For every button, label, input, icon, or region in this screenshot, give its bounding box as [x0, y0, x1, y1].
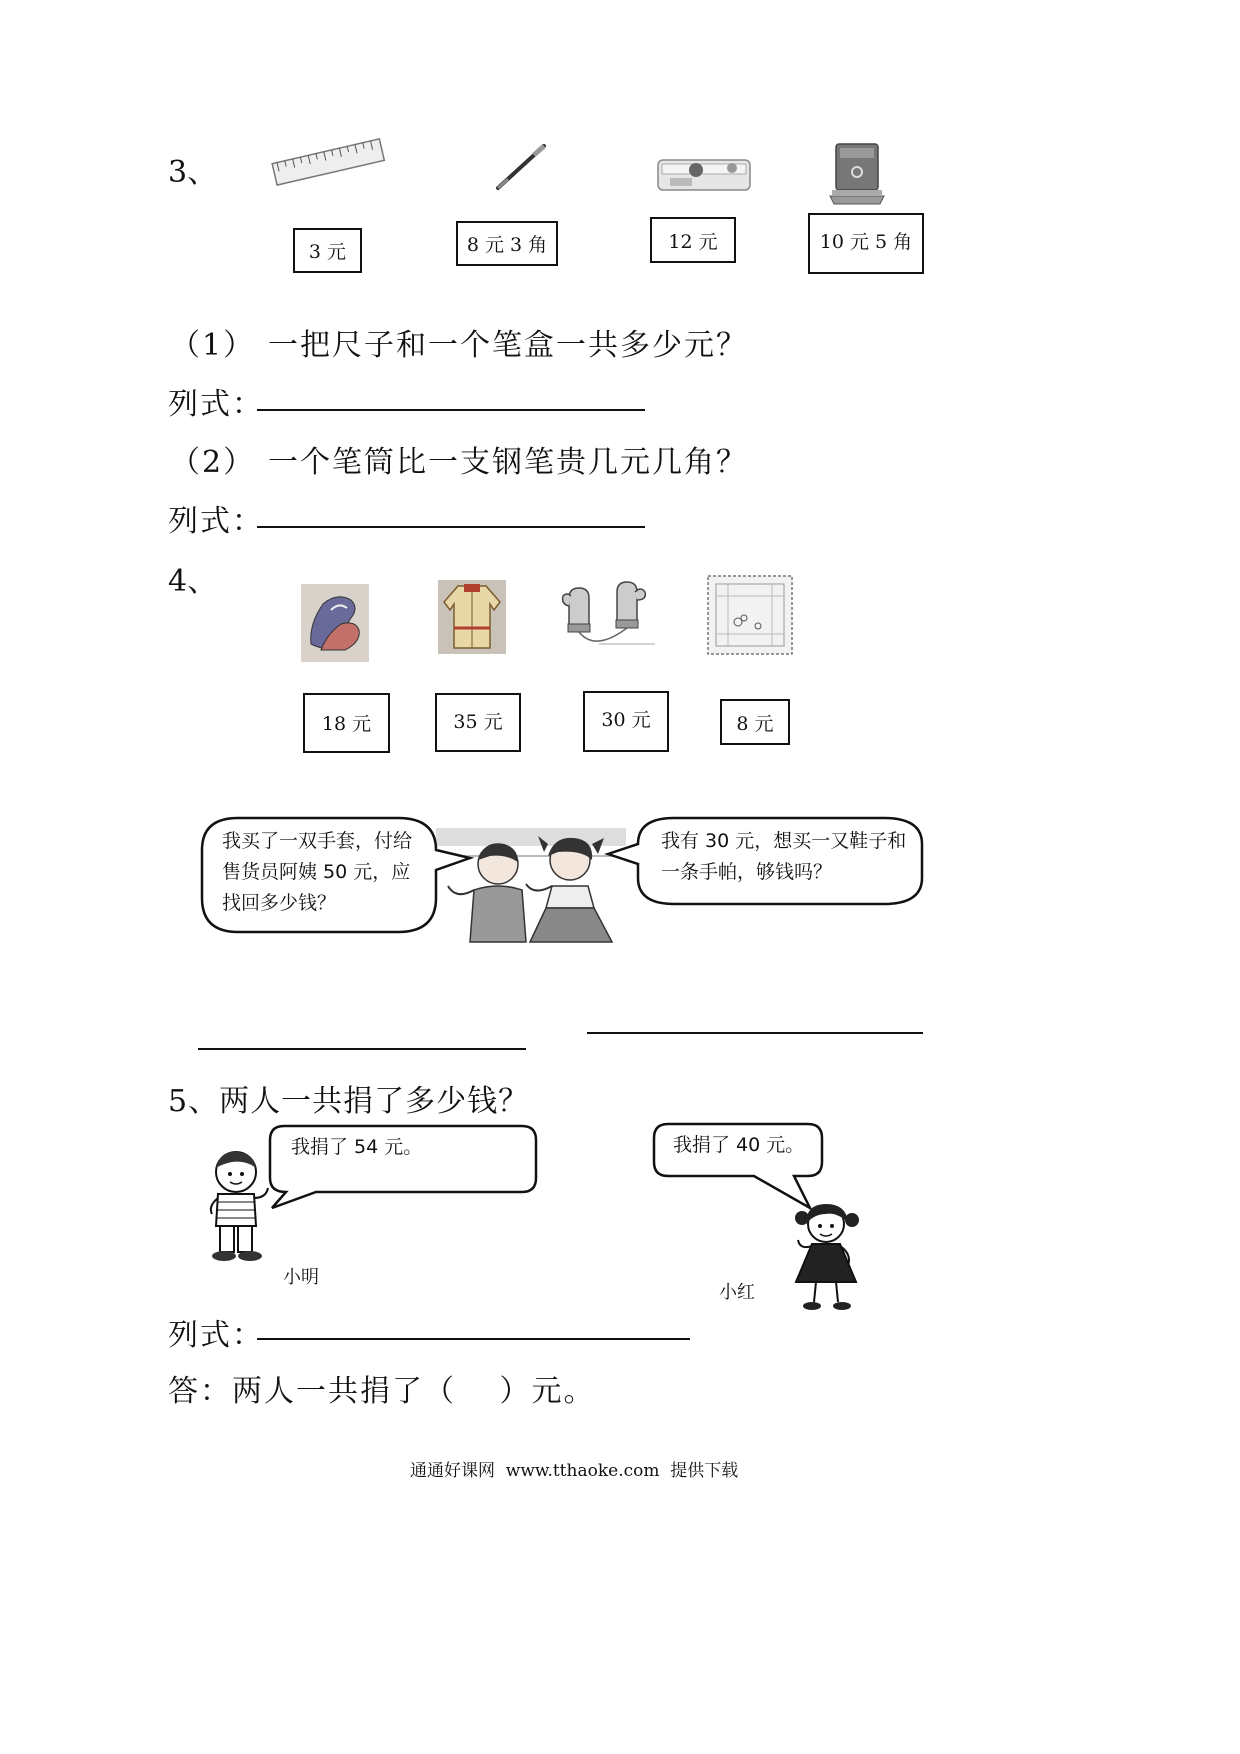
q3-sub2-label: （2） [170, 445, 256, 480]
price-tag-pen: 8 元 3 角 [456, 221, 558, 266]
q3-sub1-label: （1） [170, 328, 256, 363]
question-5-title: 5、两人一共捐了多少钱？ [168, 1084, 530, 1119]
handkerchief-icon [706, 574, 794, 656]
q4-right-answer-line[interactable] [587, 1032, 923, 1034]
price-tag-gloves: 30 元 [583, 691, 669, 752]
price-tag-pencil-case: 12 元 [650, 217, 736, 263]
q5-answer-prefix: 列式： [168, 1318, 264, 1353]
q3-sub1-answer-line[interactable] [257, 409, 645, 411]
q3-sub1-question: 一把尺子和一个笔盒一共多少元？ [268, 328, 748, 363]
question-3-number: 3、 [168, 155, 218, 190]
girl-speech-text: 我捐了 40 元。 [673, 1134, 805, 1156]
speech-right-line1: 我有 30 元，想买一又鞋子和 [661, 830, 907, 852]
boy-speech-text: 我捐了 54 元。 [291, 1136, 423, 1158]
footer-text: 通通好课网 www.tthaoke.com 提供下载 [410, 1461, 739, 1481]
speech-right-line2: 一条手帕，够钱吗？ [661, 861, 833, 883]
shoes-icon [301, 584, 369, 662]
price-tag-ruler: 3 元 [293, 228, 362, 273]
q3-sub2-question: 一个笔筒比一支钢笔贵几元几角？ [268, 445, 748, 480]
q4-left-answer-line[interactable] [198, 1048, 526, 1050]
price-tag-handkerchief: 8 元 [720, 699, 790, 745]
price-tag-pen-holder: 10 元 5 角 [808, 213, 924, 274]
boy-xiaoming-figure [202, 1146, 278, 1264]
pen-holder-icon [826, 140, 888, 208]
q3-sub2-answer-prefix: 列式： [168, 504, 264, 539]
question-4-number: 4、 [168, 564, 218, 599]
coat-icon [438, 580, 506, 654]
gloves-icon [555, 578, 659, 652]
price-tag-shoes: 18 元 [303, 693, 390, 753]
girl-name-label: 小红 [719, 1282, 755, 1303]
girl-xiaohong-figure [786, 1200, 868, 1312]
speech-left-line2: 售货员阿姨 50 元，应 [222, 861, 411, 883]
speech-left-line1: 我买了一双手套，付给 [222, 830, 413, 852]
pen-icon [494, 142, 550, 192]
q5-answer-line[interactable] [257, 1338, 690, 1340]
speech-left-line3: 找回多少钱？ [222, 892, 337, 914]
q3-sub1-answer-prefix: 列式： [168, 387, 264, 422]
q3-sub2-answer-line[interactable] [257, 526, 645, 528]
q5-answer-sentence: 答：两人一共捐了（ ）元。 [168, 1374, 596, 1409]
price-tag-coat: 35 元 [435, 693, 521, 752]
pencil-case-icon [656, 152, 752, 196]
boy-name-label: 小明 [283, 1267, 319, 1288]
ruler-icon [268, 136, 388, 186]
